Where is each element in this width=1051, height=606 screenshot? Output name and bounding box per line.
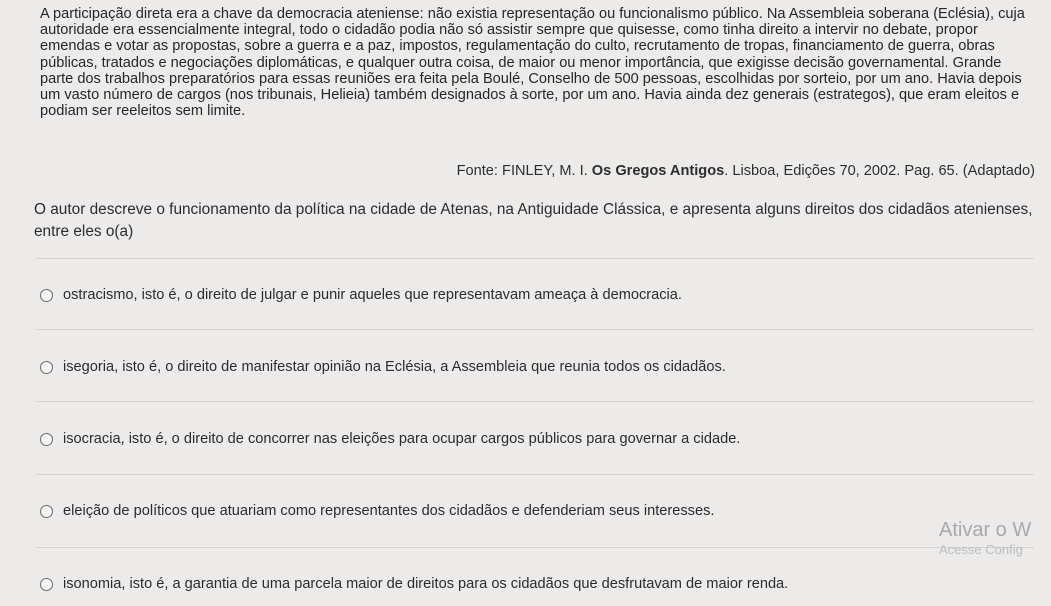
- passage-text: A participação direta era a chave da democracia ateniense: não existia representação ou funcionalismo público. Na Assembleia soberana (Eclésia), cuja autoridade era essencialmente integral, todo o cidadão podia não só assistir sempre que quisesse, como tinha direito a intervir no debate, propor emendas e votar as propostas, sobre a guerra e a paz, impostos, regulamentação do culto, recrutamento de tropas, financiamento de guerra, obras públicas, tratados e negociações diplomáticas, e qualquer outra coisa, de maior ou menor importância, que exigisse decisão governamental. Grande parte dos trabalhos preparatórios para essas reuniões era feita pela Boulé, Conselho de 500 pessoas, escolhidas por sorteio, por um ano. Havia depois um vasto número de cargos (nos tribunais, Helieia) também designados à sorte, por um ano. Havia ainda dez generais (estrategos), que eram eleitos e podiam ser reeleitos sem limite.: [40, 6, 1025, 120]
- option-c[interactable]: [40, 429, 1030, 449]
- divider: [36, 547, 1034, 548]
- option-d[interactable]: [40, 501, 1030, 521]
- option-label: isonomia, isto é, a garantia de uma parcela maior de direitos para os cidadãos que desfrutavam de maior renda.: [63, 576, 789, 592]
- option-label: ostracismo, isto é, o direito de julgar e punir aqueles que representavam ameaça à democracia.: [63, 287, 682, 303]
- divider: [36, 329, 1034, 330]
- option-label: eleição de políticos que atuariam como representantes dos cidadãos e defenderiam seus interesses.: [63, 503, 715, 519]
- source-citation: [457, 163, 1035, 179]
- radio-button-icon[interactable]: [40, 578, 53, 591]
- radio-button-icon[interactable]: [40, 361, 53, 374]
- option-e[interactable]: [40, 574, 1030, 594]
- divider: [36, 258, 1034, 259]
- radio-button-icon[interactable]: [40, 289, 53, 302]
- source-prefix: Fonte: FINLEY, M. I.: [456, 163, 592, 179]
- option-b[interactable]: [40, 357, 1030, 377]
- radio-button-icon[interactable]: [40, 505, 53, 518]
- divider: [36, 474, 1034, 475]
- windows-activation-watermark: [939, 518, 1051, 558]
- source-suffix: . Lisboa, Edições 70, 2002. Pag. 65. (Adaptado): [724, 163, 1035, 179]
- watermark-subtitle: Acesse Config: [939, 542, 1023, 557]
- watermark-title: Ativar o W: [939, 519, 1032, 541]
- option-label: isegoria, isto é, o direito de manifestar opinião na Eclésia, a Assembleia que reunia todos os cidadãos.: [63, 359, 726, 375]
- option-label: isocracia, isto é, o direito de concorrer nas eleições para ocupar cargos públicos para governar a cidade.: [63, 431, 741, 447]
- question-statement: O autor descreve o funcionamento da política na cidade de Atenas, na Antiguidade Clássica, e apresenta alguns direitos dos cidadãos atenienses, entre eles o(a): [34, 201, 1033, 240]
- divider: [36, 401, 1034, 402]
- source-book-title: Os Gregos Antigos: [591, 163, 725, 179]
- option-a[interactable]: [40, 285, 1030, 305]
- radio-button-icon[interactable]: [40, 433, 53, 446]
